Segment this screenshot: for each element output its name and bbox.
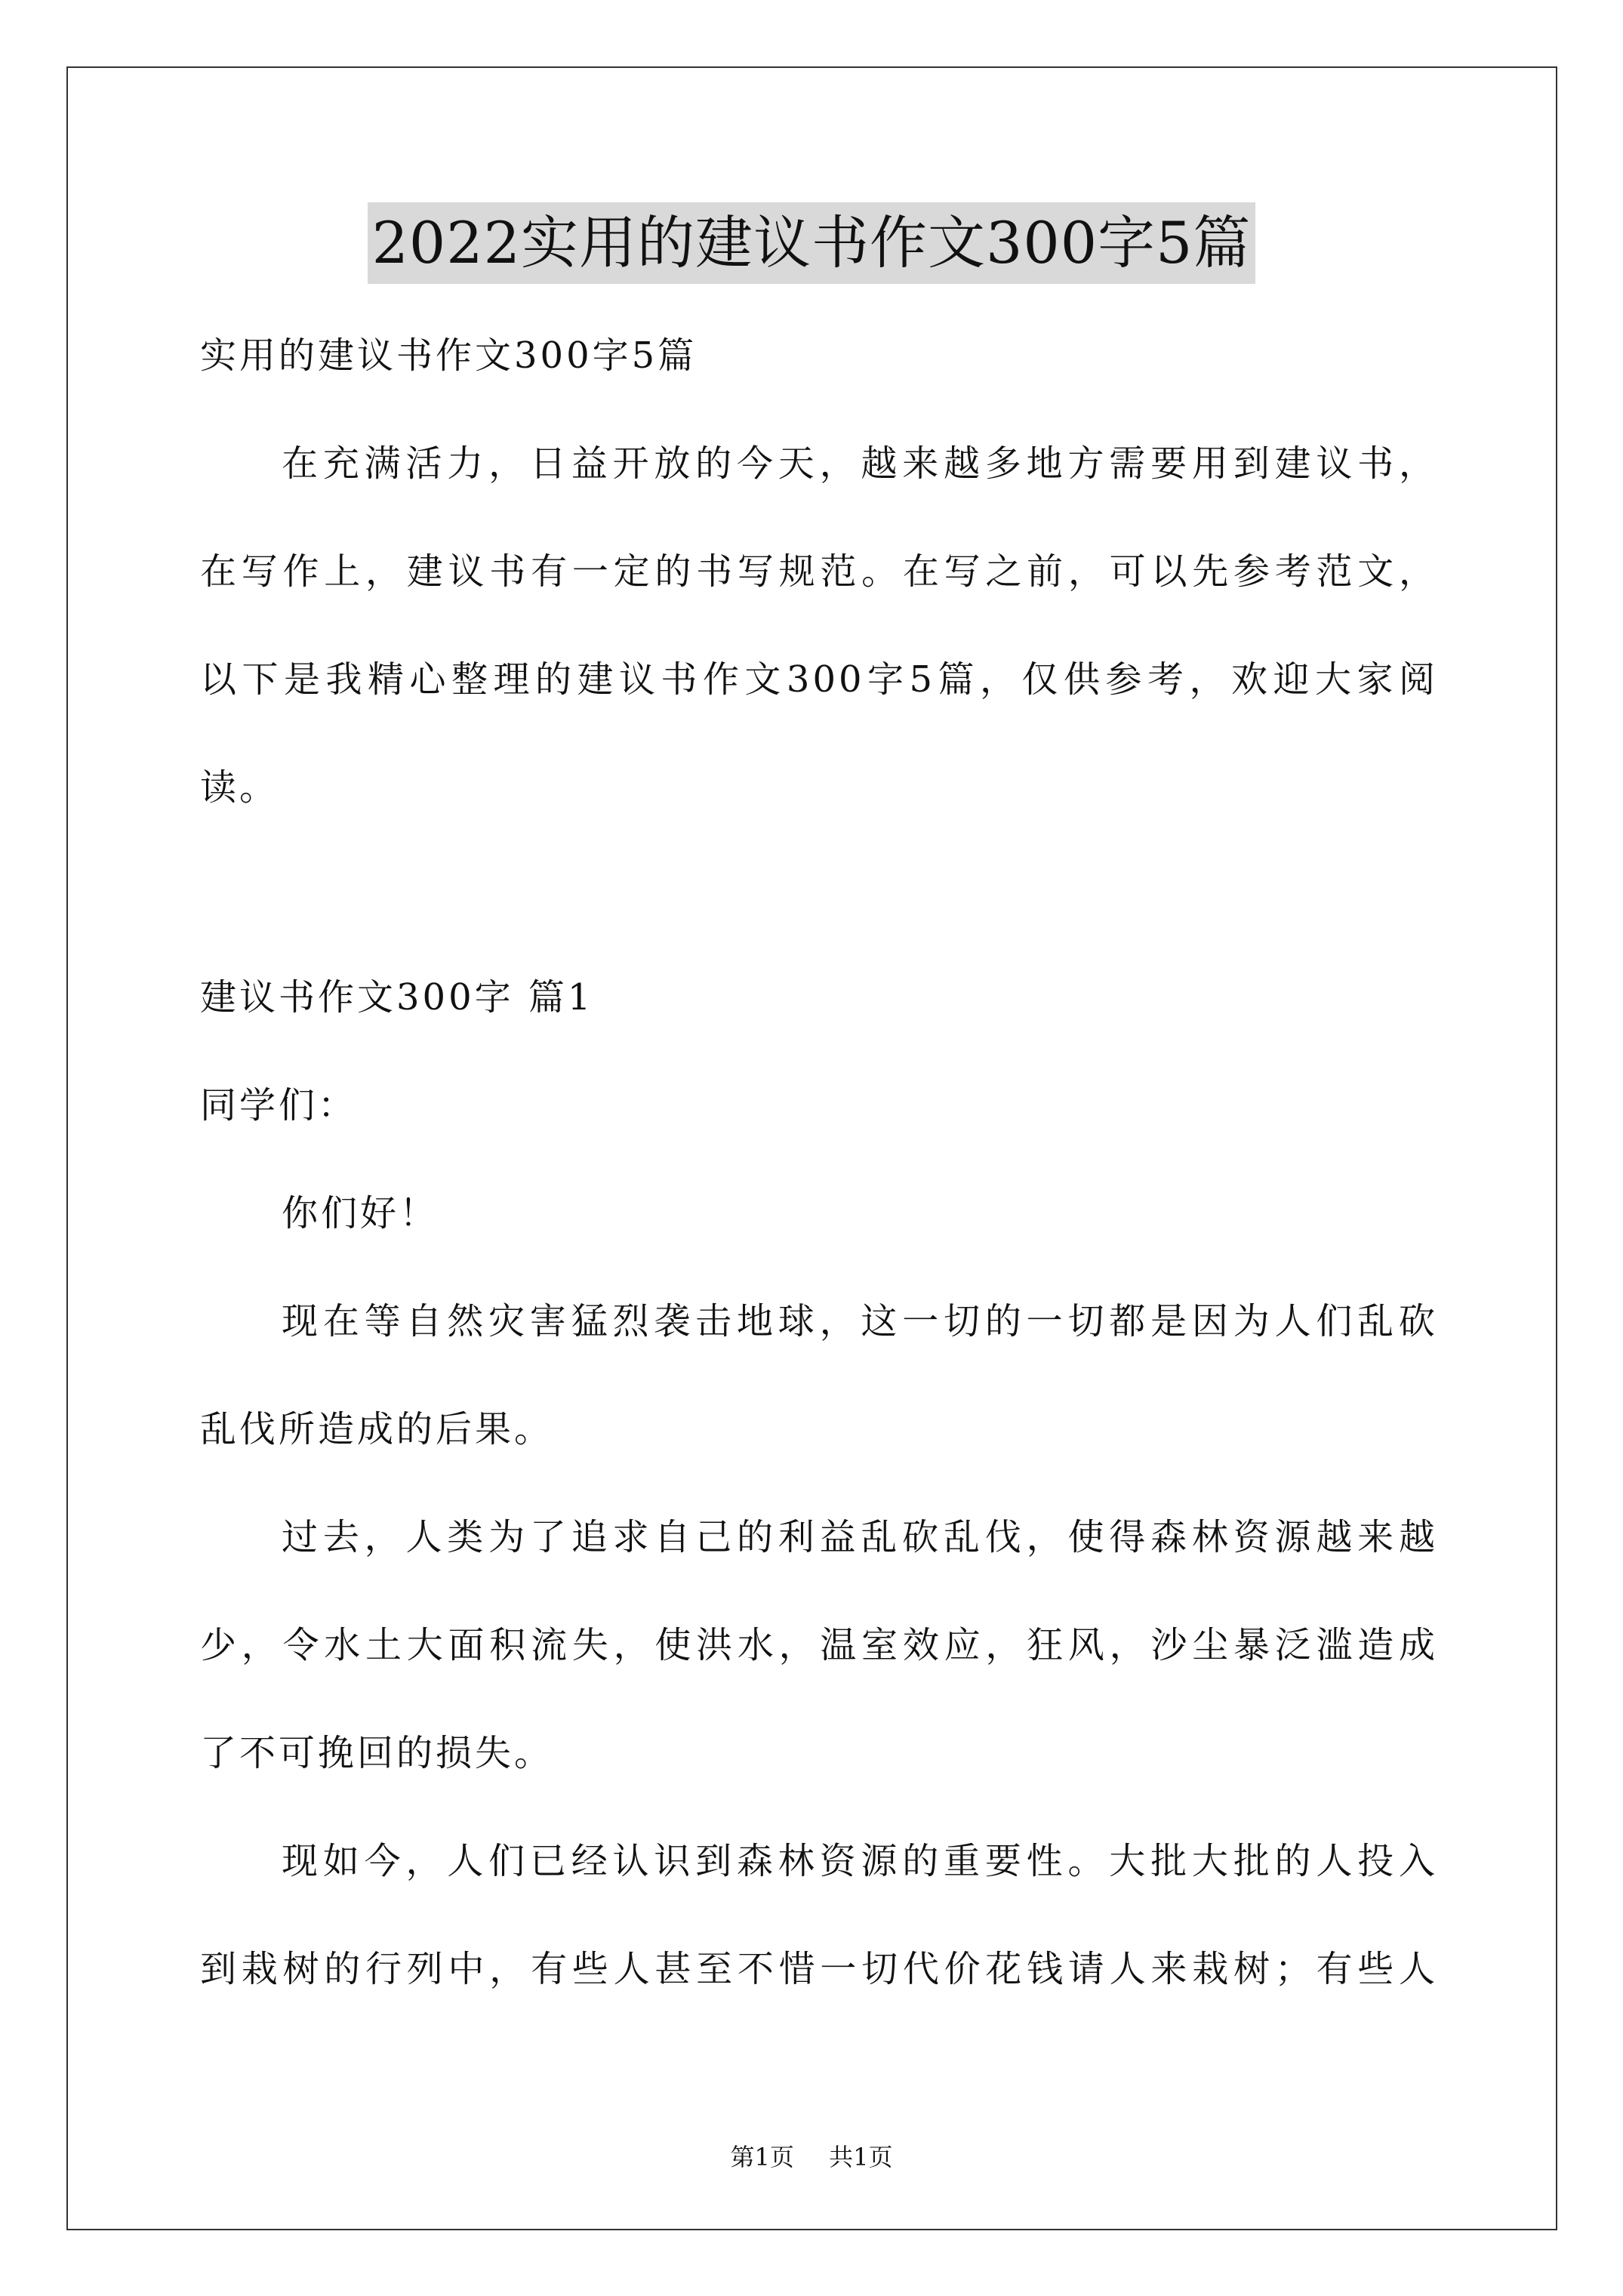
text-line: 在写作上，建议书有一定的书写规范。在写之前，可以先参考范文， xyxy=(200,550,1438,593)
text-line: 建议书作文300字 篇1 xyxy=(200,976,594,1019)
text-line: 现如今，人们已经认识到森林资源的重要性。大批大批的人投入 xyxy=(282,1840,1438,1882)
text-line: 你们好！ xyxy=(282,1192,439,1234)
text-line: 现在等自然灾害猛烈袭击地球，这一切的一切都是因为人们乱砍 xyxy=(282,1300,1438,1342)
text-line: 到栽树的行列中，有些人甚至不惜一切代价花钱请人来栽树；有些人 xyxy=(200,1948,1438,1990)
page-number-total: 共1页 xyxy=(829,2143,893,2171)
paragraph-gap xyxy=(200,842,1438,944)
text-line: 乱伐所造成的后果。 xyxy=(200,1408,554,1450)
document-title: 2022实用的建议书作文300字5篇 xyxy=(368,202,1256,284)
text-line: 读。 xyxy=(200,766,279,809)
text-line: 同学们： xyxy=(200,1084,358,1126)
text-line: 过去，人类为了追求自己的利益乱砍乱伐，使得森林资源越来越 xyxy=(282,1516,1438,1558)
text-line: 以下是我精心整理的建议书作文300字5篇，仅供参考，欢迎大家阅 xyxy=(200,658,1438,701)
page-number-current: 第1页 xyxy=(730,2143,794,2171)
document-body xyxy=(200,302,1438,2023)
text-line: 实用的建议书作文300字5篇 xyxy=(200,334,698,377)
text-line: 在充满活力，日益开放的今天，越来越多地方需要用到建议书， xyxy=(282,442,1438,485)
text-line: 了不可挽回的损失。 xyxy=(200,1732,554,1774)
title-container xyxy=(0,202,1623,284)
text-line: 少，令水土大面积流失，使洪水，温室效应，狂风，沙尘暴泛滥造成 xyxy=(200,1624,1438,1666)
page-footer xyxy=(0,2138,1623,2173)
